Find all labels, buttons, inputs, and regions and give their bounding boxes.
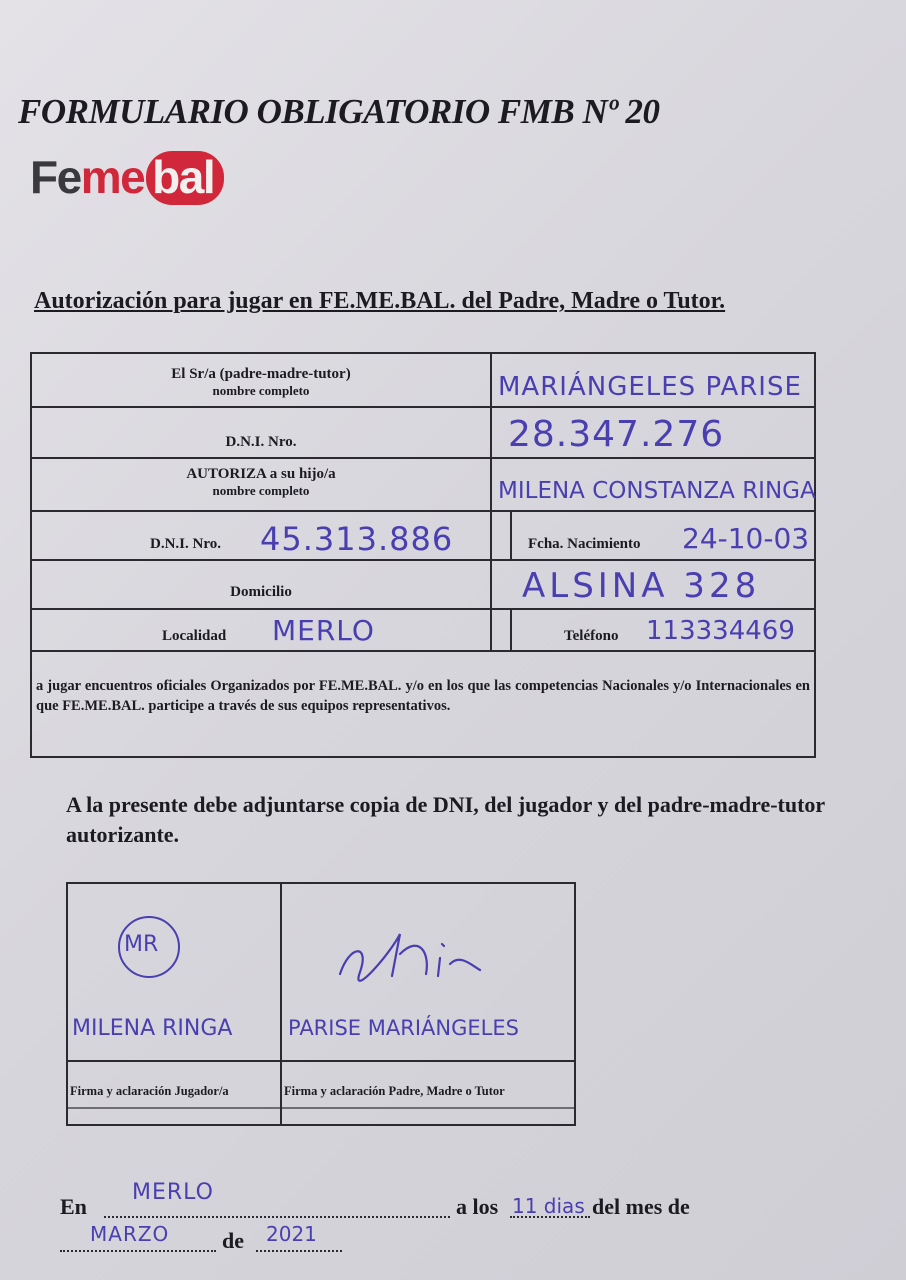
city-value: MERLO xyxy=(272,614,375,647)
player-signature-initials xyxy=(118,916,180,978)
attachment-note: A la presente debe adjuntarse copia de DNI, del jugador y del padre-madre-tutor autorizante. xyxy=(66,792,825,847)
parent-dni-value: 28.347.276 xyxy=(508,414,725,455)
authorization-legal-text: a jugar encuentros oficiales Organizados por FE.ME.BAL. y/o en los que las competencias Nacionales y/o Internacionales en que FE.ME.BAL. participe a través de sus equipos representativos. xyxy=(36,678,810,714)
logo-part-fe: Fe xyxy=(30,151,81,203)
phone-label: Teléfono xyxy=(564,628,619,644)
footer-year-value: 2021 xyxy=(266,1222,317,1246)
authorizes-label-text: AUTORIZA a su hijo/a xyxy=(186,466,336,482)
player-signature-caption: Firma y aclaración Jugador/a xyxy=(70,1084,229,1098)
logo-part-me: me xyxy=(80,151,145,203)
femebal-logo xyxy=(30,150,224,204)
authorization-table xyxy=(30,352,816,758)
child-dni-label: D.N.I. Nro. xyxy=(150,536,221,552)
footer-month-value: MARZO xyxy=(90,1222,170,1246)
child-dni-value: 45.313.886 xyxy=(260,520,454,558)
parent-sublabel-text: nombre completo xyxy=(212,383,310,398)
footer-en-label: En xyxy=(60,1194,87,1219)
footer-de-label: de xyxy=(222,1228,244,1253)
authorizes-sublabel-text: nombre completo xyxy=(212,483,310,498)
city-label: Localidad xyxy=(162,628,227,644)
parent-label-text: El Sr/a (padre-madre-tutor) xyxy=(171,366,351,382)
form-title: FORMULARIO OBLIGATORIO FMB Nº 20 xyxy=(18,92,660,131)
address-label: Domicilio xyxy=(230,584,292,600)
child-name-label xyxy=(32,466,490,499)
signature-table xyxy=(66,882,576,1126)
parent-printed-name: PARISE MARIÁNGELES xyxy=(288,1016,519,1040)
parent-name-label xyxy=(32,366,490,399)
footer-mes-label: del mes de xyxy=(592,1194,690,1219)
player-printed-name: MILENA RINGA xyxy=(72,1016,233,1041)
parent-dni-label: D.N.I. Nro. xyxy=(225,434,297,450)
address-value: ALSINA 328 xyxy=(522,566,761,606)
parent-signature-scribble xyxy=(330,914,490,994)
parent-name-value: MARIÁNGELES PARISE xyxy=(498,372,802,402)
birth-date-value: 24-10-03 xyxy=(682,522,810,555)
birth-date-label: Fcha. Nacimiento xyxy=(528,536,641,552)
footer-place-value: MERLO xyxy=(132,1180,214,1205)
phone-value: 113334469 xyxy=(646,616,795,646)
logo-part-bal: bal xyxy=(146,151,224,205)
parent-signature-caption: Firma y aclaración Padre, Madre o Tutor xyxy=(284,1084,505,1098)
form-subtitle: Autorización para jugar en FE.ME.BAL. del Padre, Madre o Tutor. xyxy=(34,288,726,314)
footer-day-value: 11 dias xyxy=(512,1194,585,1218)
footer-a-los-label: a los xyxy=(456,1194,499,1219)
initials-text: MR xyxy=(124,932,159,957)
child-name-value: MILENA CONSTANZA RINGA xyxy=(498,478,816,504)
